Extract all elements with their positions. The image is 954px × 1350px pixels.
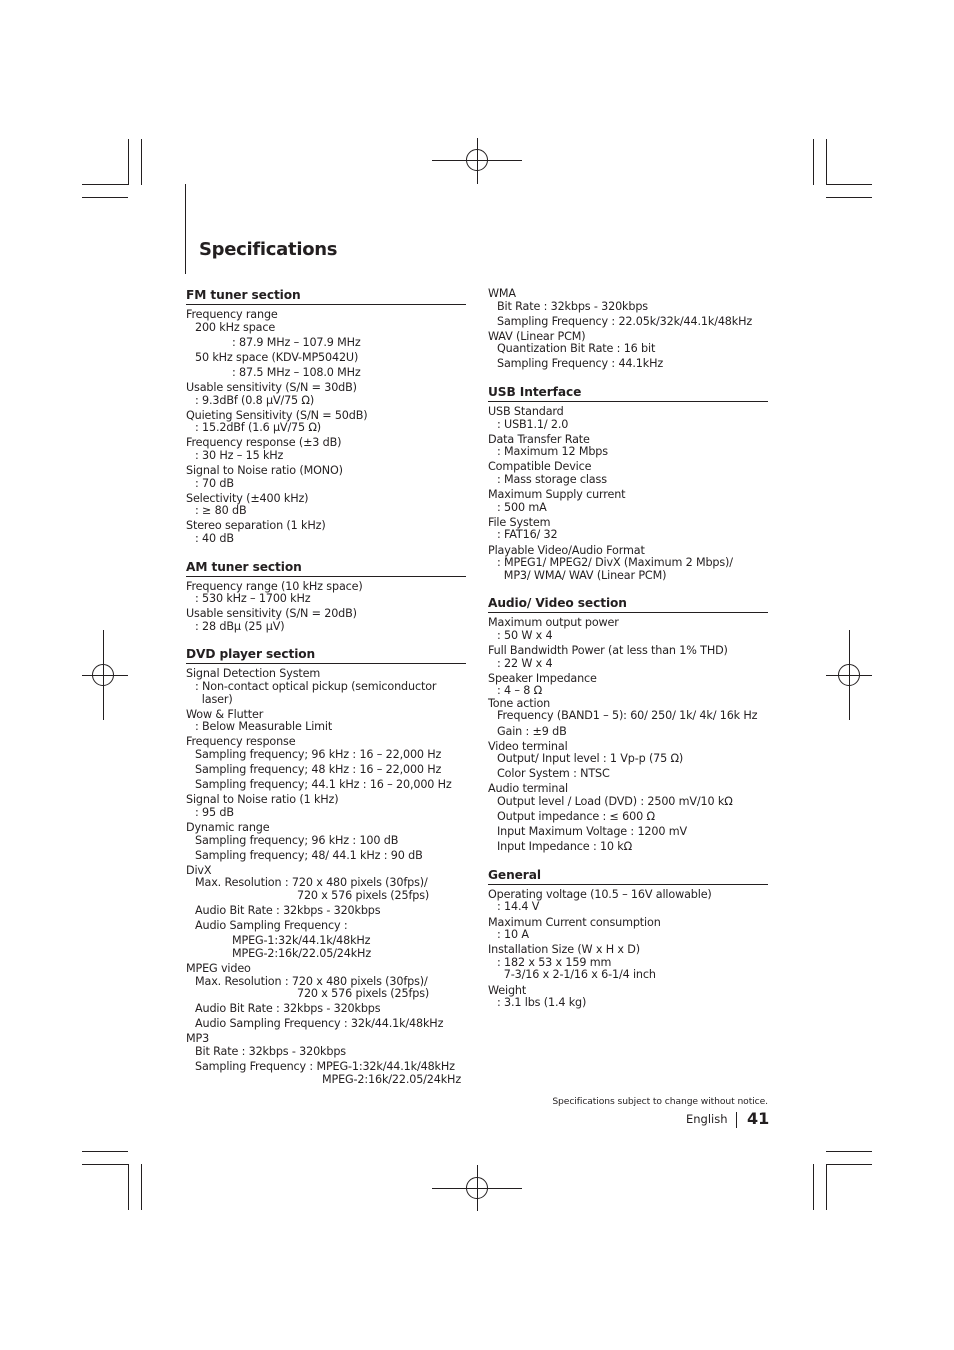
- page-title: Specifications: [199, 239, 338, 260]
- spec-value: Max. Resolution : 720 x 480 pixels (30fps)/: [195, 876, 428, 890]
- footer-note: Specifications subject to change without notice.: [552, 1096, 768, 1107]
- spec-value: MPEG-2:16k/22.05/24kHz: [322, 1072, 462, 1086]
- spec-value: 7-3/16 x 2-1/16 x 6-1/4 inch: [497, 968, 656, 982]
- spec-value: MP3/ WMA/ WAV (Linear PCM): [497, 568, 667, 582]
- spec-value: Sampling Frequency : MPEG-1:32k/44.1k/48kHz: [195, 1060, 455, 1074]
- spec-label: Stereo separation (1 kHz): [186, 519, 326, 533]
- spec-value: 720 x 576 pixels (25fps): [297, 888, 430, 902]
- spec-value: MPEG-1:32k/44.1k/48kHz: [232, 934, 371, 948]
- footer-language: English: [686, 1112, 728, 1126]
- section-heading: USB Interface: [488, 385, 768, 402]
- spec-value: Quantization Bit Rate : 16 bit: [497, 342, 656, 356]
- spec-label: File System: [488, 515, 551, 529]
- spec-label: Full Bandwidth Power (at less than 1% THD): [488, 643, 728, 657]
- spec-value: : 28 dBμ (25 μV): [195, 619, 285, 633]
- spec-label: USB Standard: [488, 405, 564, 419]
- spec-label: Operating voltage (10.5 – 16V allowable): [488, 887, 712, 901]
- spec-value: MPEG-2:16k/22.05/24kHz: [232, 946, 372, 960]
- spec-value: : FAT16/ 32: [497, 528, 558, 542]
- page-number: 41: [747, 1109, 770, 1128]
- spec-label: Audio terminal: [488, 782, 568, 796]
- spec-value: Sampling frequency; 48/ 44.1 kHz : 90 dB: [195, 848, 423, 862]
- spec-value: : 9.3dBf (0.8 μV/75 Ω): [195, 393, 315, 407]
- spec-value: Sampling frequency; 96 kHz : 16 – 22,000 Hz: [195, 748, 442, 762]
- spec-label: Data Transfer Rate: [488, 432, 590, 446]
- spec-label: Installation Size (W x H x D): [488, 943, 640, 957]
- spec-value: Audio Sampling Frequency :: [195, 919, 348, 933]
- spec-section-general: [488, 868, 768, 1010]
- spec-value: : 70 dB: [195, 476, 234, 490]
- spec-value: : 530 kHz – 1700 kHz: [195, 592, 311, 606]
- spec-value: Sampling Frequency : 44.1kHz: [497, 357, 664, 371]
- spec-label: Weight: [488, 983, 527, 997]
- spec-value: Output/ Input level : 1 Vp-p (75 Ω): [497, 752, 684, 766]
- spec-label: Signal to Noise ratio (1 kHz): [186, 793, 339, 807]
- spec-value: Audio Bit Rate : 32kbps - 320kbps: [195, 1002, 381, 1016]
- spec-value: : 4 – 8 Ω: [497, 684, 543, 698]
- spec-label: Maximum Current consumption: [488, 915, 661, 929]
- spec-label: Frequency response (±3 dB): [186, 436, 342, 450]
- spec-value: : 14.4 V: [497, 900, 540, 914]
- spec-label: Dynamic range: [186, 821, 270, 834]
- spec-value: : 15.2dBf (1.6 μV/75 Ω): [195, 421, 322, 435]
- spec-value: Output impedance : ≤ 600 Ω: [497, 810, 655, 824]
- spec-value: Bit Rate : 32kbps - 320kbps: [195, 1045, 346, 1058]
- spec-value: Sampling Frequency : 22.05k/32k/44.1k/48kHz: [497, 314, 753, 328]
- section-heading: Audio/ Video section: [488, 596, 768, 613]
- spec-label: MPEG video: [186, 961, 251, 975]
- spec-label: Quieting Sensitivity (S/N = 50dB): [186, 408, 368, 422]
- spec-value: 720 x 576 pixels (25fps): [297, 987, 430, 1001]
- spec-section-am-tuner-section: [186, 560, 466, 634]
- spec-label: Maximum output power: [488, 616, 619, 630]
- spec-label: Compatible Device: [488, 460, 592, 474]
- spec-label: Tone action: [488, 696, 551, 710]
- spec-value: : 87.9 MHz – 107.9 MHz: [232, 335, 361, 349]
- spec-label: Speaker Impedance: [488, 671, 597, 685]
- spec-label: Maximum Supply current: [488, 488, 626, 502]
- spec-value: Bit Rate : 32kbps - 320kbps: [497, 299, 648, 313]
- spec-label: Usable sensitivity (S/N = 20dB): [186, 607, 357, 621]
- spec-value: : 87.5 MHz – 108.0 MHz: [232, 365, 361, 379]
- spec-value: : 50 W x 4: [497, 628, 553, 642]
- spec-value: : 40 dB: [195, 532, 234, 545]
- spec-value: : Non-contact optical pickup (semiconductor: [195, 680, 437, 694]
- spec-label: Usable sensitivity (S/N = 30dB): [186, 380, 357, 394]
- spec-value: : 10 A: [497, 928, 529, 942]
- spec-value: : Mass storage class: [497, 473, 607, 487]
- spec-value: : Below Measurable Limit: [195, 720, 333, 734]
- right-column: [488, 288, 768, 1024]
- spec-value: : 3.1 lbs (1.4 kg): [497, 996, 587, 1010]
- spec-section-fm-tuner-section: [186, 288, 466, 546]
- spec-label: DivX: [186, 863, 212, 877]
- footer-divider: [736, 1112, 737, 1128]
- spec-label: Signal to Noise ratio (MONO): [186, 464, 343, 478]
- spec-value: Color System : NTSC: [497, 767, 610, 781]
- spec-value: : 30 Hz – 15 kHz: [195, 448, 284, 462]
- spec-value: : USB1.1/ 2.0: [497, 417, 569, 431]
- spec-value: : MPEG1/ MPEG2/ DivX (Maximum 2 Mbps)/: [497, 556, 733, 570]
- spec-value: 200 kHz space: [195, 320, 276, 334]
- spec-label: Wow & Flutter: [186, 707, 264, 721]
- spec-section-audio-video-section: [488, 596, 768, 854]
- spec-value: laser): [195, 692, 233, 706]
- spec-section-dvd-player-section: [186, 647, 466, 1086]
- spec-label: Video terminal: [488, 739, 568, 753]
- spec-label: WMA: [488, 287, 516, 300]
- spec-value: Input Maximum Voltage : 1200 mV: [497, 825, 687, 839]
- spec-value: 50 kHz space (KDV-MP5042U): [195, 350, 359, 364]
- spec-value: : ≥ 80 dB: [195, 504, 247, 518]
- spec-label: Frequency response: [186, 735, 296, 749]
- spec-value: Max. Resolution : 720 x 480 pixels (30fps)/: [195, 974, 428, 988]
- left-column: [186, 288, 466, 1100]
- spec-value: Sampling frequency; 96 kHz : 100 dB: [195, 833, 399, 847]
- spec-value: Output level / Load (DVD) : 2500 mV/10 kΩ: [497, 795, 733, 808]
- spec-section-continued: [488, 288, 768, 371]
- spec-value: Audio Sampling Frequency : 32k/44.1k/48kHz: [195, 1017, 444, 1031]
- spec-value: Sampling frequency; 48 kHz : 16 – 22,000 Hz: [195, 763, 442, 777]
- title-rule: [185, 184, 186, 274]
- spec-value: : 95 dB: [195, 805, 234, 819]
- spec-value: Audio Bit Rate : 32kbps - 320kbps: [195, 904, 381, 918]
- spec-value: Sampling frequency; 44.1 kHz : 16 – 20,000 Hz: [195, 778, 452, 792]
- spec-label: Frequency range: [186, 308, 278, 321]
- spec-value: : 182 x 53 x 159 mm: [497, 955, 612, 969]
- spec-label: MP3: [186, 1032, 210, 1046]
- spec-label: Selectivity (±400 kHz): [186, 491, 309, 505]
- spec-value: Frequency (BAND1 – 5): 60/ 250/ 1k/ 4k/ 16k Hz: [497, 709, 758, 723]
- spec-value: : 500 mA: [497, 500, 547, 514]
- section-heading: AM tuner section: [186, 560, 466, 577]
- spec-label: Playable Video/Audio Format: [488, 543, 645, 557]
- spec-label: Frequency range (10 kHz space): [186, 579, 363, 593]
- spec-label: Signal Detection System: [186, 667, 321, 681]
- spec-value: Input Impedance : 10 kΩ: [497, 840, 633, 854]
- spec-label: WAV (Linear PCM): [488, 329, 586, 343]
- spec-value: : Maximum 12 Mbps: [497, 445, 608, 459]
- section-heading: FM tuner section: [186, 288, 466, 305]
- spec-section-usb-interface: [488, 385, 768, 582]
- section-heading: DVD player section: [186, 647, 466, 664]
- section-heading: General: [488, 868, 768, 885]
- spec-value: Gain : ±9 dB: [497, 724, 567, 738]
- spec-value: : 22 W x 4: [497, 656, 553, 670]
